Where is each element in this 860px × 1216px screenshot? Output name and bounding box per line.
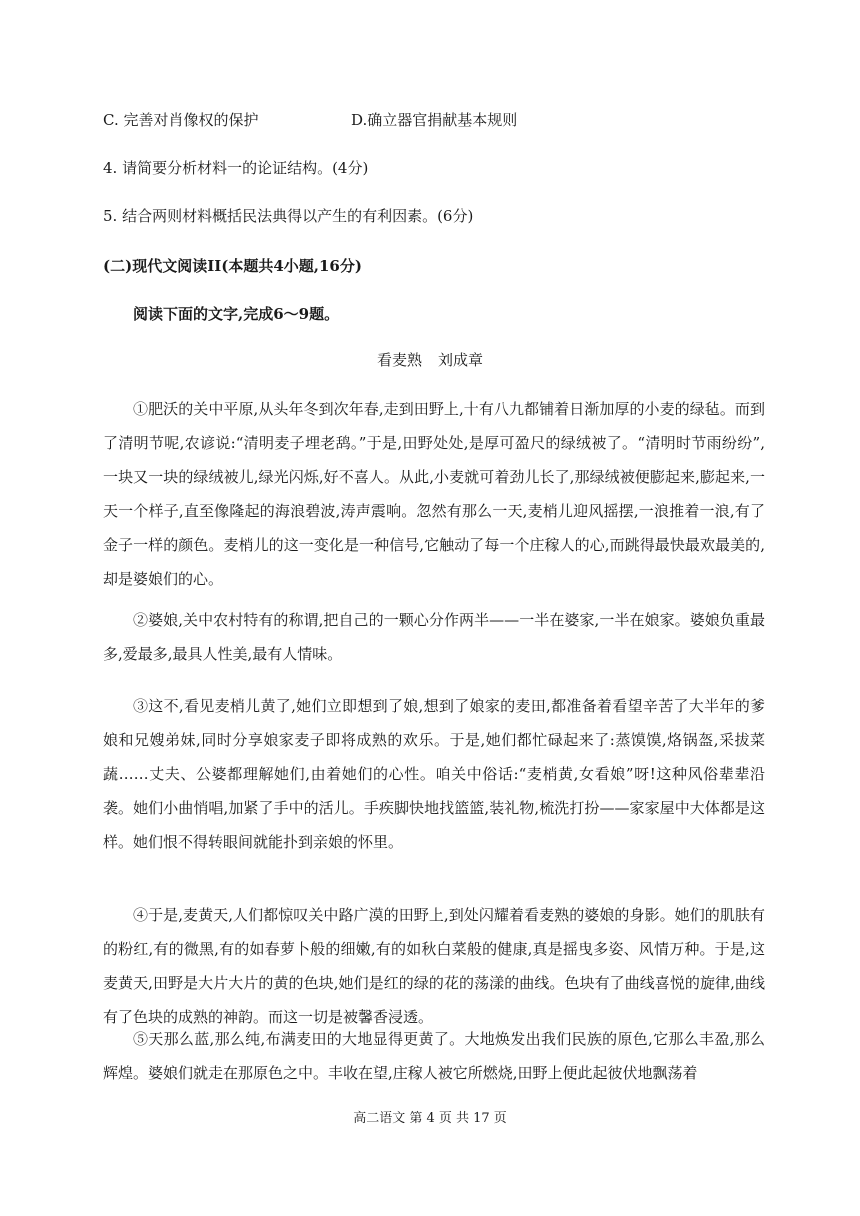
article-paragraph-3: ③这不,看见麦梢儿黄了,她们立即想到了娘,想到了娘家的麦田,都准备着看望辛苦了大半年的爹娘和兄嫂弟妹,同时分享娘家麦子即将成熟的欢乐。于是,她们都忙碌起来了:蒸馍馍,烙锅盔,采拔菜蔬……丈夫、公婆都理解她们,由着她们的心性。咱关中俗话:“麦梢黄,女看娘”呀!这种风俗辈辈沿袭。她们小曲悄唱,加紧了手中的活儿。手疾脚快地找篮篮,装礼物,梳洗打扮——家家屋中大体都是这样。她们恨不得转眼间就能扑到亲娘的怀里。 — [103, 697, 765, 851]
question-3-option-d: D.确立器官捐献基本规则 — [351, 111, 518, 129]
page-footer: 高二语文 第 4 页 共 17 页 — [353, 1111, 507, 1126]
reading-instruction: 阅读下面的文字,完成6～9题。 — [133, 305, 340, 323]
question-4: 4. 请简要分析材料一的论证结构。(4分) — [103, 159, 369, 177]
article-paragraph-2: ②婆娘,关中农村特有的称谓,把自己的一颗心分作两半——一半在婆家,一半在娘家。婆娘负重最多,爱最多,最具人性美,最有人情味。 — [103, 611, 765, 663]
section-heading: (二)现代文阅读II(本题共4小题,16分) — [103, 257, 362, 275]
question-5: 5. 结合两则材料概括民法典得以产生的有利因素。(6分) — [103, 207, 474, 225]
article-title: 看麦熟 — [376, 351, 422, 369]
question-3-option-c: C. 完善对肖像权的保护 — [103, 111, 259, 129]
article-paragraph-1: ①肥沃的关中平原,从头年冬到次年春,走到田野上,十有八九都铺着日渐加厚的小麦的绿毡。而到了清明节呢,农谚说:“清明麦子埋老鸹。”于是,田野处处,是厚可盈尺的绿绒被了。“清明时节雨纷纷”,一块又一块的绿绒被儿,绿光闪烁,好不喜人。从此,小麦就可着劲儿长了,那绿绒被便膨起来,膨起来,一天一个样子,直至像隆起的海浪碧波,涛声震响。忽然有那么一天,麦梢儿迎风摇摆,一浪推着一浪,有了金子一样的颜色。麦梢儿的这一变化是一种信号,它触动了每一个庄稼人的心,而跳得最快最欢最美的,却是婆娘们的心。 — [103, 400, 765, 588]
article-paragraph-4: ④于是,麦黄天,人们都惊叹关中路广漠的田野上,到处闪耀着看麦熟的婆娘的身影。她们的肌肤有的粉红,有的微黑,有的如春萝卜般的细嫩,有的如秋白菜般的健康,真是摇曳多姿、风情万种。于是,这麦黄天,田野是大片大片的黄的色块,她们是红的绿的花的荡漾的曲线。色块有了曲线喜悦的旋律,曲线有了色块的成熟的神韵。而这一切是被馨香浸透。 — [103, 906, 765, 1026]
article-paragraph-5: ⑤天那么蓝,那么纯,布满麦田的大地显得更黄了。大地焕发出我们民族的原色,它那么丰盈,那么辉煌。婆娘们就走在那原色之中。丰收在望,庄稼人被它所燃烧,田野上便此起彼伏地飘荡着 — [103, 1030, 765, 1082]
article-author: 刘成章 — [438, 351, 484, 369]
article-title-line — [0, 350, 860, 370]
